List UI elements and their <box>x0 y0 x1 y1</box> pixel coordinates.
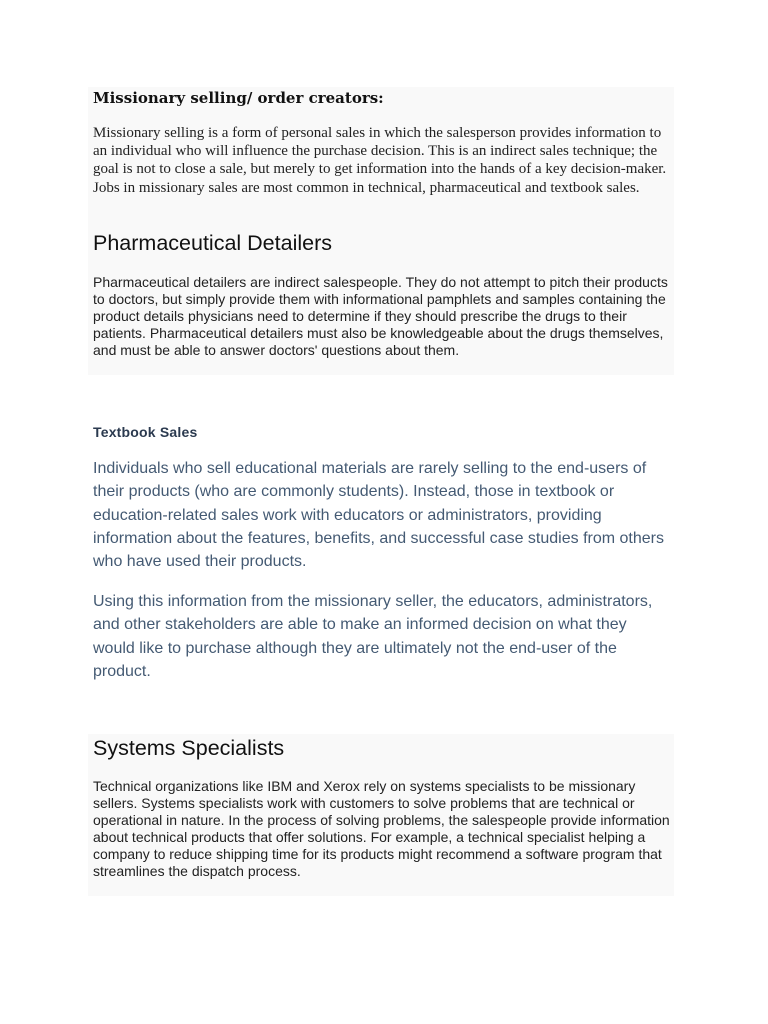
pharma-heading: Pharmaceutical Detailers <box>93 231 332 255</box>
systems-paragraph: Technical organizations like IBM and Xerox rely on systems specialists to be missionary sellers. Systems specialists work with customers to solve problems that are technical or operational in nature. In the process of solving problems, the salespeople provide information about technical products that offer solutions. For example, a technical specialist helping a company to reduce shipping time for its products might recommend a software program that streamlines the dispatch process. <box>93 778 670 879</box>
pharma-paragraph: Pharmaceutical detailers are indirect salespeople. They do not attempt to pitch their products to doctors, but simply provide them with informational pamphlets and samples containing the product details physicians need to determine if they should prescribe the drugs to their patients. Pharmaceutical detailers must also be knowledgeable about the drugs themselves, and must be able to answer doctors' questions about them. <box>93 274 668 358</box>
systems-heading: Systems Specialists <box>93 736 285 760</box>
missionary-paragraph: Missionary selling is a form of personal sales in which the salesperson provides information to an individual who will influence the purchase decision. This is an indirect sales technique; the goal is not to close a sale, but merely to get information into the hands of a key decision-maker. Jobs in missionary sales are most common in technical, pharmaceutical and textbook sales. <box>93 125 667 196</box>
systems-section <box>88 734 674 896</box>
textbook-paragraph-2: Using this information from the missionary seller, the educators, administrators, and other stakeholders are able to make an informed decision on what they would like to purchase although they are ultimately not the end-user of the product. <box>93 593 653 680</box>
textbook-section <box>88 420 674 690</box>
missionary-heading: Missionary selling/ order creators: <box>93 89 384 107</box>
textbook-paragraph-1: Individuals who sell educational materials are rarely selling to the end-users of their products (who are commonly students). Instead, those in textbook or education-related sales work with educators or administrators, providing information about the features, benefits, and successful case studies from others who have used their products. <box>93 460 664 571</box>
textbook-heading: Textbook Sales <box>93 424 198 440</box>
missionary-section <box>88 87 674 375</box>
